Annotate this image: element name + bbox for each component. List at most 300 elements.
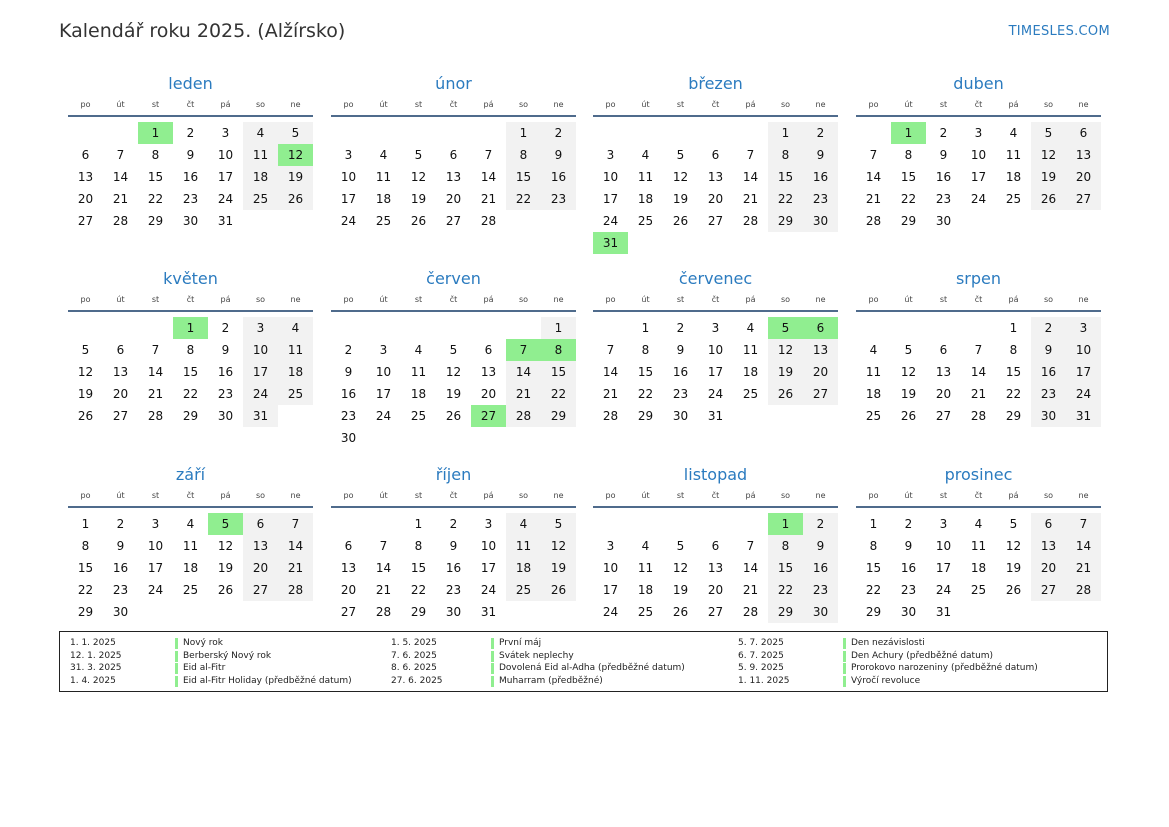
holiday-day-cell: 27 [471,405,506,427]
day-cell: 23 [182,192,199,206]
day-cell: 31 [1066,405,1101,427]
day-cell: 5 [278,122,313,144]
day-cell: 22 [637,387,654,401]
day-cell: 27 [77,214,94,228]
weekday-label: čt [186,100,195,109]
day-cell: 4 [641,539,650,553]
day-cell: 17 [375,387,392,401]
day-cell: 30 [217,409,234,423]
day-cell: 2 [116,517,125,531]
weekday-label: st [414,295,423,304]
day-cell: 21 [112,192,129,206]
day-cell: 22 [1005,387,1022,401]
legend-date: 1. 1. 2025 [70,638,116,648]
day-cell: 2 [803,513,838,535]
holiday-day-cell: 1 [173,317,208,339]
day-cell: 22 [147,192,164,206]
day-cell: 25 [637,214,654,228]
day-cell: 7 [606,343,615,357]
day-cell: 23 [112,583,129,597]
day-cell: 30 [182,214,199,228]
day-cell: 19 [1005,561,1022,575]
day-cell: 14 [742,561,759,575]
legend-color-swatch [175,676,178,687]
weekday-label: út [904,295,913,304]
day-cell: 17 [480,561,497,575]
day-cell: 30 [1031,405,1066,427]
day-cell: 27 [707,605,724,619]
weekday-label: pá [483,295,494,304]
day-cell: 3 [974,126,983,140]
legend-item [391,637,711,649]
day-cell: 14 [480,170,497,184]
day-cell: 2 [803,122,838,144]
holiday-day-cell: 8 [541,339,576,361]
day-cell: 16 [182,170,199,184]
day-cell: 17 [243,361,278,383]
holiday-day-cell: 31 [593,232,628,254]
day-cell: 9 [449,539,458,553]
day-cell: 5 [904,343,913,357]
day-cell: 2 [676,321,685,335]
weekday-label: ne [1078,491,1089,500]
weekday-label: st [939,295,948,304]
day-cell: 3 [711,321,720,335]
day-cell: 27 [707,214,724,228]
month-divider [68,310,313,312]
day-cell: 31 [217,214,234,228]
day-cell: 12 [900,365,917,379]
month-name: únor [435,74,472,93]
weekday-label: so [518,491,529,500]
day-cell: 28 [278,579,313,601]
day-cell: 19 [672,192,689,206]
day-cell: 15 [147,170,164,184]
day-cell: 31 [707,409,724,423]
day-cell: 10 [480,539,497,553]
weekday-label: čt [186,491,195,500]
day-cell: 16 [803,557,838,579]
day-cell: 2 [344,343,353,357]
day-cell: 17 [707,365,724,379]
day-cell: 12 [541,535,576,557]
day-cell: 18 [637,192,654,206]
month-name: leden [168,74,213,93]
legend-item [391,662,711,674]
day-cell: 26 [672,214,689,228]
day-cell: 7 [151,343,160,357]
day-cell: 14 [865,170,882,184]
day-cell: 9 [186,148,195,162]
day-cell: 18 [375,192,392,206]
day-cell: 5 [1031,122,1066,144]
day-cell: 1 [869,517,878,531]
day-cell: 18 [243,166,278,188]
day-cell: 21 [970,387,987,401]
legend-holiday-name: Prorokovo narozeniny (předběžné datum) [851,663,1038,673]
day-cell: 25 [375,214,392,228]
day-cell: 3 [939,517,948,531]
day-cell: 3 [606,539,615,553]
legend-date: 7. 6. 2025 [391,650,437,661]
month-name: červenec [678,269,753,288]
day-cell: 5 [81,343,90,357]
day-cell: 4 [746,321,755,335]
day-cell: 23 [541,188,576,210]
day-cell: 29 [637,409,654,423]
day-cell: 5 [676,148,685,162]
day-cell: 18 [742,365,759,379]
legend-date: 5. 9. 2025 [738,663,784,673]
day-cell: 15 [1005,365,1022,379]
weekday-label: čt [449,491,458,500]
month-divider [68,506,313,508]
legend-date: 5. 7. 2025 [738,638,784,648]
day-cell: 29 [900,214,917,228]
day-cell: 11 [1005,148,1022,162]
legend-color-swatch [843,651,846,662]
day-cell: 1 [1009,321,1018,335]
day-cell: 3 [221,126,230,140]
weekday-label: so [780,491,791,500]
legend-item [738,650,1058,662]
day-cell: 24 [935,583,952,597]
month-divider [856,115,1101,117]
day-cell: 29 [768,601,803,623]
day-cell: 11 [243,144,278,166]
month-divider [593,115,838,117]
weekday-label: čt [974,491,983,500]
legend-date: 6. 7. 2025 [738,650,784,661]
day-cell: 19 [278,166,313,188]
day-cell: 26 [1005,583,1022,597]
day-cell: 17 [1066,361,1101,383]
day-cell: 16 [803,166,838,188]
month-divider [856,506,1101,508]
weekday-label: út [641,295,650,304]
day-cell: 19 [1031,166,1066,188]
day-cell: 6 [81,148,90,162]
day-cell: 7 [746,148,755,162]
day-cell: 24 [375,409,392,423]
day-cell: 22 [182,387,199,401]
day-cell: 28 [506,405,541,427]
day-cell: 28 [112,214,129,228]
month-divider [593,310,838,312]
weekday-label: ne [290,295,301,304]
weekday-label: út [904,100,913,109]
day-cell: 1 [414,517,423,531]
legend-color-swatch [491,651,494,662]
day-cell: 9 [803,144,838,166]
legend-item [738,662,1058,674]
day-cell: 7 [1066,513,1101,535]
weekday-label: pá [220,295,231,304]
legend-date: 1. 5. 2025 [391,638,437,648]
legend-holiday-name: Eid al-Fitr [183,663,226,673]
holiday-day-cell: 1 [891,122,926,144]
day-cell: 13 [707,561,724,575]
day-cell: 4 [379,148,388,162]
legend-holiday-name: Nový rok [183,638,223,648]
day-cell: 9 [939,148,948,162]
legend-color-swatch [491,638,494,649]
day-cell: 30 [900,605,917,619]
day-cell: 21 [480,192,497,206]
day-cell: 10 [602,170,619,184]
day-cell: 15 [182,365,199,379]
day-cell: 4 [506,513,541,535]
day-cell: 23 [1031,383,1066,405]
day-cell: 19 [77,387,94,401]
day-cell: 14 [970,365,987,379]
day-cell: 11 [182,539,199,553]
day-cell: 6 [344,539,353,553]
day-cell: 17 [217,170,234,184]
day-cell: 19 [445,387,462,401]
legend-date: 8. 6. 2025 [391,663,437,673]
day-cell: 11 [375,170,392,184]
weekday-label: so [780,295,791,304]
day-cell: 22 [77,583,94,597]
month-divider [68,115,313,117]
day-cell: 11 [742,343,759,357]
day-cell: 28 [970,409,987,423]
day-cell: 31 [480,605,497,619]
day-cell: 12 [445,365,462,379]
day-cell: 14 [1066,535,1101,557]
day-cell: 27 [1066,188,1101,210]
day-cell: 30 [340,431,357,445]
day-cell: 6 [939,343,948,357]
day-cell: 25 [637,605,654,619]
day-cell: 19 [541,557,576,579]
legend-color-swatch [491,676,494,687]
day-cell: 6 [116,343,125,357]
day-cell: 27 [803,383,838,405]
weekday-label: so [780,100,791,109]
day-cell: 26 [445,409,462,423]
day-cell: 5 [676,539,685,553]
legend-item [70,675,390,687]
day-cell: 21 [278,557,313,579]
day-cell: 24 [147,583,164,597]
day-cell: 7 [278,513,313,535]
day-cell: 11 [637,561,654,575]
month-name: listopad [683,465,748,484]
day-cell: 25 [506,579,541,601]
day-cell: 10 [935,539,952,553]
day-cell: 12 [217,539,234,553]
legend-color-swatch [843,638,846,649]
day-cell: 13 [480,365,497,379]
day-cell: 4 [414,343,423,357]
day-cell: 22 [506,188,541,210]
weekday-label: po [868,100,879,109]
day-cell: 23 [217,387,234,401]
site-link[interactable]: TIMESLES.COM [1008,24,1110,39]
weekday-label: so [255,100,266,109]
day-cell: 29 [1005,409,1022,423]
legend-date: 27. 6. 2025 [391,675,443,686]
weekday-label: so [518,100,529,109]
day-cell: 10 [375,365,392,379]
day-cell: 27 [243,579,278,601]
weekday-label: pá [1008,491,1019,500]
day-cell: 12 [768,339,803,361]
day-cell: 4 [243,122,278,144]
day-cell: 26 [217,583,234,597]
weekday-label: čt [974,295,983,304]
day-cell: 13 [935,365,952,379]
weekday-label: pá [220,491,231,500]
day-cell: 10 [217,148,234,162]
day-cell: 2 [449,517,458,531]
day-cell: 29 [77,605,94,619]
day-cell: 30 [445,605,462,619]
day-cell: 26 [900,409,917,423]
weekday-label: pá [483,100,494,109]
day-cell: 13 [77,170,94,184]
day-cell: 28 [1066,579,1101,601]
day-cell: 13 [340,561,357,575]
weekday-label: út [379,491,388,500]
day-cell: 26 [672,605,689,619]
weekday-label: út [641,491,650,500]
legend-item [738,675,1058,687]
day-cell: 19 [900,387,917,401]
weekday-label: po [343,491,354,500]
day-cell: 25 [742,387,759,401]
day-cell: 18 [182,561,199,575]
day-cell: 21 [375,583,392,597]
day-cell: 28 [742,214,759,228]
holiday-day-cell: 1 [138,122,173,144]
day-cell: 21 [742,192,759,206]
day-cell: 8 [869,539,878,553]
weekday-label: ne [1078,100,1089,109]
day-cell: 7 [869,148,878,162]
weekday-label: st [676,295,685,304]
day-cell: 1 [541,317,576,339]
day-cell: 4 [278,317,313,339]
weekday-label: so [1043,100,1054,109]
legend-color-swatch [843,676,846,687]
day-cell: 20 [707,583,724,597]
day-cell: 30 [935,214,952,228]
weekday-label: so [518,295,529,304]
legend-item [391,650,711,662]
weekday-label: st [676,100,685,109]
day-cell: 21 [1066,557,1101,579]
day-cell: 4 [641,148,650,162]
day-cell: 14 [112,170,129,184]
day-cell: 16 [900,561,917,575]
day-cell: 21 [147,387,164,401]
legend-item [70,662,390,674]
day-cell: 9 [541,144,576,166]
weekday-label: st [414,491,423,500]
day-cell: 16 [1031,361,1066,383]
day-cell: 10 [340,170,357,184]
holiday-day-cell: 6 [803,317,838,339]
day-cell: 17 [340,192,357,206]
day-cell: 14 [506,361,541,383]
month-divider [331,115,576,117]
weekday-label: čt [711,295,720,304]
day-cell: 8 [186,343,195,357]
legend-date: 1. 4. 2025 [70,675,116,686]
day-cell: 5 [541,513,576,535]
day-cell: 28 [742,605,759,619]
legend-holiday-name: Den nezávislosti [851,638,925,648]
day-cell: 8 [81,539,90,553]
weekday-label: pá [745,491,756,500]
day-cell: 13 [803,339,838,361]
legend-item [70,650,390,662]
day-cell: 25 [278,383,313,405]
page-title: Kalendář roku 2025. (Alžírsko) [59,20,346,42]
month-divider [593,506,838,508]
day-cell: 7 [116,148,125,162]
weekday-label: čt [449,295,458,304]
day-cell: 9 [116,539,125,553]
weekday-label: pá [1008,100,1019,109]
day-cell: 4 [186,517,195,531]
day-cell: 18 [506,557,541,579]
day-cell: 20 [1066,166,1101,188]
day-cell: 5 [1009,517,1018,531]
day-cell: 3 [1066,317,1101,339]
day-cell: 17 [970,170,987,184]
day-cell: 30 [672,409,689,423]
day-cell: 15 [637,365,654,379]
day-cell: 9 [1031,339,1066,361]
day-cell: 25 [970,583,987,597]
legend-holiday-name: Den Achury (předběžné datum) [851,650,994,661]
weekday-label: po [343,100,354,109]
day-cell: 16 [112,561,129,575]
day-cell: 16 [445,561,462,575]
day-cell: 6 [711,539,720,553]
weekday-label: ne [553,100,564,109]
day-cell: 18 [278,361,313,383]
day-cell: 5 [449,343,458,357]
day-cell: 4 [1009,126,1018,140]
day-cell: 15 [865,561,882,575]
day-cell: 30 [112,605,129,619]
weekday-label: po [80,295,91,304]
day-cell: 27 [340,605,357,619]
weekday-label: út [379,295,388,304]
weekday-label: ne [290,491,301,500]
holiday-legend [59,631,1108,692]
day-cell: 17 [602,192,619,206]
day-cell: 7 [379,539,388,553]
holiday-day-cell: 12 [278,144,313,166]
day-cell: 21 [865,192,882,206]
legend-item [70,637,390,649]
weekday-label: pá [483,491,494,500]
legend-color-swatch [175,651,178,662]
day-cell: 11 [278,339,313,361]
day-cell: 27 [112,409,129,423]
day-cell: 30 [803,601,838,623]
day-cell: 8 [768,535,803,557]
day-cell: 19 [768,361,803,383]
day-cell: 28 [602,409,619,423]
day-cell: 19 [672,583,689,597]
